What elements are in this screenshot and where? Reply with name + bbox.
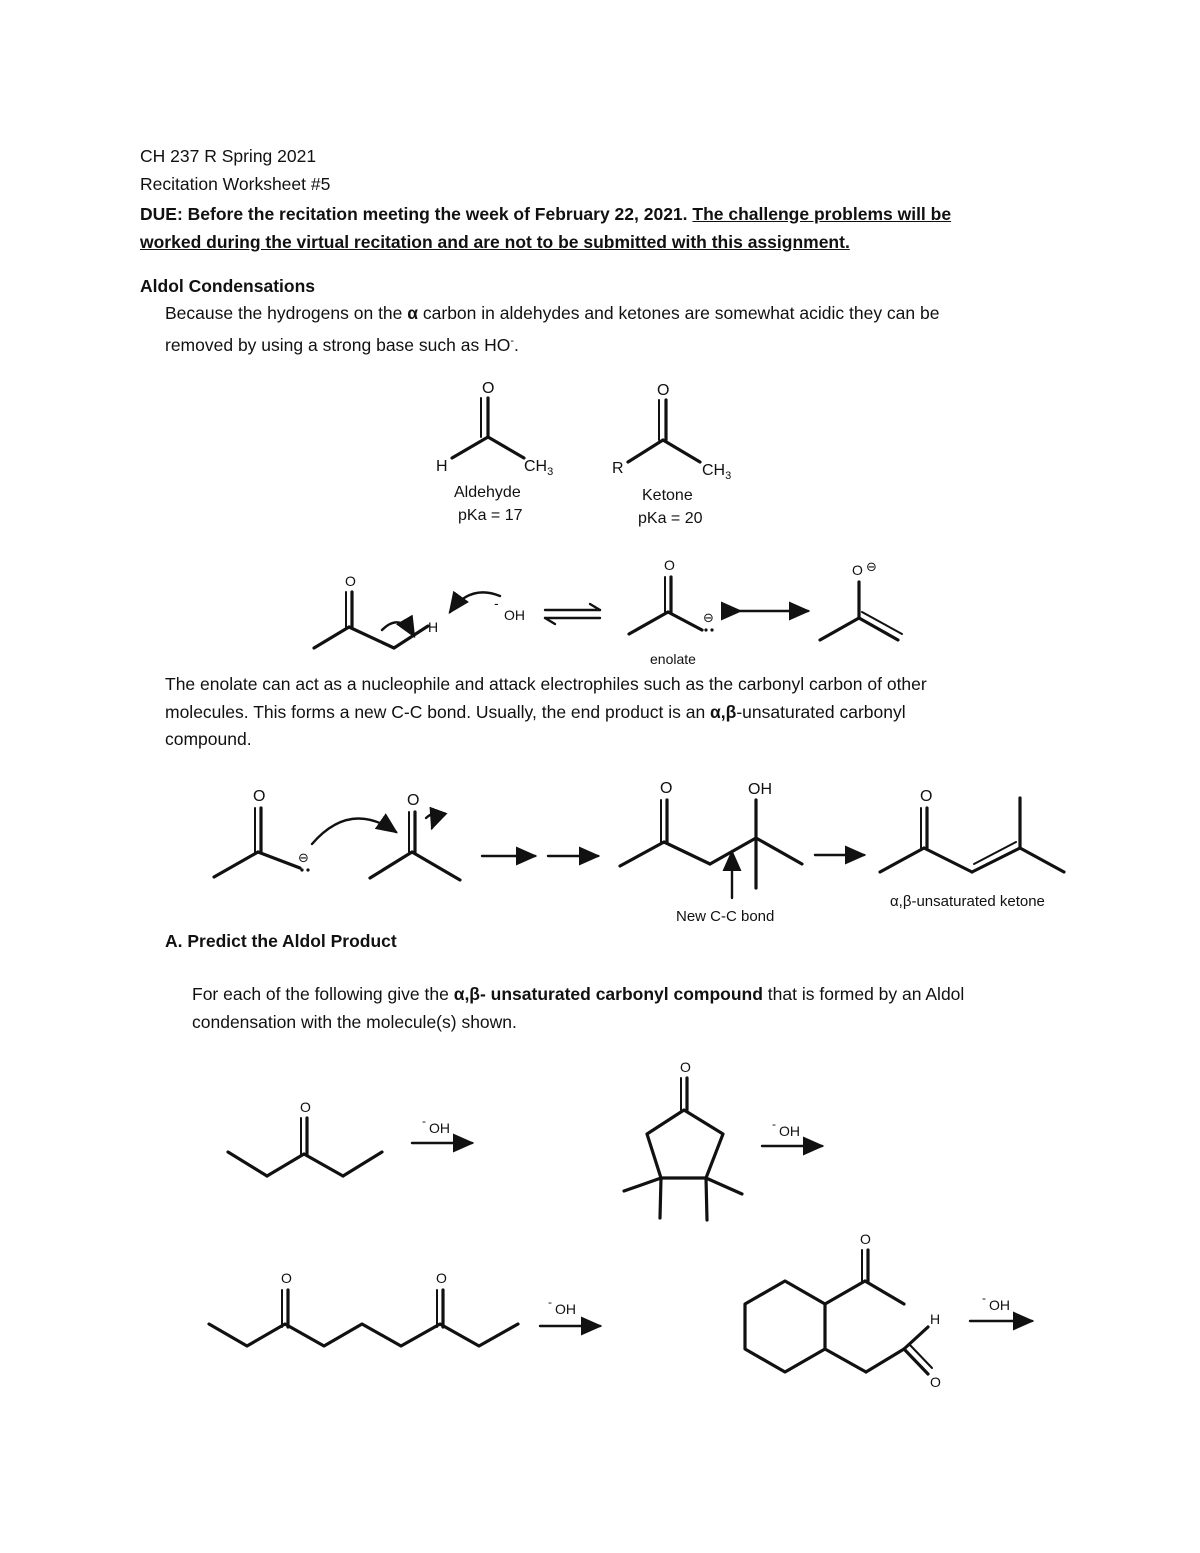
text-span: For each of the following give the (192, 984, 454, 1004)
negative-charge: ⊖ (866, 559, 877, 574)
enolate-paragraph-line-1: The enolate can act as a nucleophile and attack electrophiles such as the carbonyl carbon of other (165, 674, 927, 694)
enolate-carbanion (629, 557, 714, 667)
methyl-label: $CH_3$ (524, 458, 554, 478)
oxygen-label: O (281, 1270, 292, 1286)
minus-sign: - (982, 1291, 986, 1305)
oxygen-label: O (930, 1374, 941, 1390)
ketone-structure (612, 382, 731, 527)
alpha-beta-symbol: α,β (710, 702, 737, 722)
enolate-reactant (214, 788, 396, 877)
curved-arrow (426, 814, 435, 828)
minus-superscript: - (510, 335, 514, 347)
section-heading-aldol: Aldol Condensations (140, 276, 315, 296)
hydrogen-label: H (436, 458, 448, 475)
aldehyde-structure (436, 380, 553, 524)
acetone-electrophile (370, 792, 460, 880)
problem-3-arrow (540, 1295, 600, 1326)
worksheet-title: Recitation Worksheet #5 (140, 174, 331, 194)
oxygen-label: O (407, 792, 420, 809)
text-span: removed by using a strong base such as HO (165, 334, 511, 355)
problem-1-arrow (412, 1114, 472, 1143)
problem-2-cyclopentanone (624, 1059, 742, 1220)
hydroxyl-label: OH (748, 781, 772, 798)
oxygen-label: O (852, 562, 863, 578)
oxygen-label: O (436, 1270, 447, 1286)
problem-3-diketone (209, 1270, 518, 1346)
course-title: CH 237 R Spring 2021 (140, 146, 317, 166)
new-bond-label: New C-C bond (676, 908, 775, 925)
hydroxide-label: OH (429, 1120, 450, 1136)
problem-4-ketoaldehyde (745, 1231, 941, 1390)
equilibrium-arrows (545, 604, 600, 624)
negative-charge: ⊖ (703, 610, 714, 625)
hydroxide-label: OH (504, 607, 525, 623)
hydrogen-label: H (428, 619, 439, 635)
oxygen-label: O (482, 380, 495, 397)
minus-sign: - (422, 1114, 426, 1128)
curved-arrow (312, 819, 396, 844)
challenge-note-1: The challenge problems will be (692, 204, 952, 224)
challenge-note-2: worked during the virtual recitation and are not to be submitted with this assignment. (140, 232, 850, 252)
due-label: DUE: Before the recitation meeting the week of February 22, 2021. (140, 204, 688, 224)
enolate-oxyanion (820, 559, 902, 640)
section-heading-predict: A. Predict the Aldol Product (165, 931, 397, 951)
text-span: . (514, 334, 519, 355)
hydrogen-label: H (930, 1311, 941, 1327)
oxygen-label: O (664, 557, 675, 573)
curved-arrow (450, 592, 500, 612)
problem-1-pentanone (228, 1099, 382, 1176)
ketone-pka: pKa = 20 (638, 510, 703, 527)
oxygen-label: O (345, 573, 356, 589)
r-group-label: R (612, 460, 624, 477)
instruction-line-2: condensation with the molecule(s) shown. (192, 1012, 517, 1032)
text-span: bond. Usually, the end product is an (422, 702, 711, 722)
product-label: α,β-unsaturated ketone (890, 893, 1045, 910)
aldehyde-pka: pKa = 17 (458, 507, 523, 524)
alpha-symbol: α (407, 303, 419, 323)
text-span: C-C (391, 702, 423, 722)
enolate-label: enolate (650, 651, 696, 667)
problem-2-arrow (762, 1117, 822, 1146)
hydroxide-label: OH (555, 1301, 576, 1317)
text-span: Because the hydrogens on the (165, 303, 408, 323)
oxygen-label: O (660, 780, 673, 797)
methyl-label: $CH_3$ (702, 462, 732, 482)
ketone-label: Ketone (642, 487, 693, 504)
acetone-deprotonation (314, 573, 525, 648)
oxygen-label: O (253, 788, 266, 805)
instruction-bold: α,β- unsaturated carbonyl compound (453, 984, 763, 1004)
oxygen-label: O (680, 1059, 691, 1075)
hydroxide-label: OH (989, 1297, 1010, 1313)
text-span: carbon in aldehydes and ketones are somewhat acidic they can be (418, 303, 940, 323)
unsaturated-ketone-product (880, 788, 1064, 910)
hydroxide-label: OH (779, 1123, 800, 1139)
enolate-paragraph-line-3: compound. (165, 729, 252, 749)
oxygen-label: O (920, 788, 933, 805)
oxygen-label: O (657, 382, 670, 399)
problem-4-arrow (970, 1291, 1032, 1321)
text-span: that is formed by an Aldol (762, 984, 965, 1004)
minus-sign: - (548, 1295, 552, 1309)
aldehyde-label: Aldehyde (454, 484, 521, 501)
oxygen-label: O (300, 1099, 311, 1115)
text-span: -unsaturated carbonyl (736, 702, 906, 722)
negative-charge: ⊖ (298, 850, 309, 865)
oxygen-label: O (860, 1231, 871, 1247)
minus-sign: - (494, 595, 499, 611)
minus-sign: - (772, 1117, 776, 1131)
aldol-adduct (620, 780, 802, 925)
curved-arrow (382, 622, 414, 636)
text-span: molecules. This forms a new (165, 702, 392, 722)
